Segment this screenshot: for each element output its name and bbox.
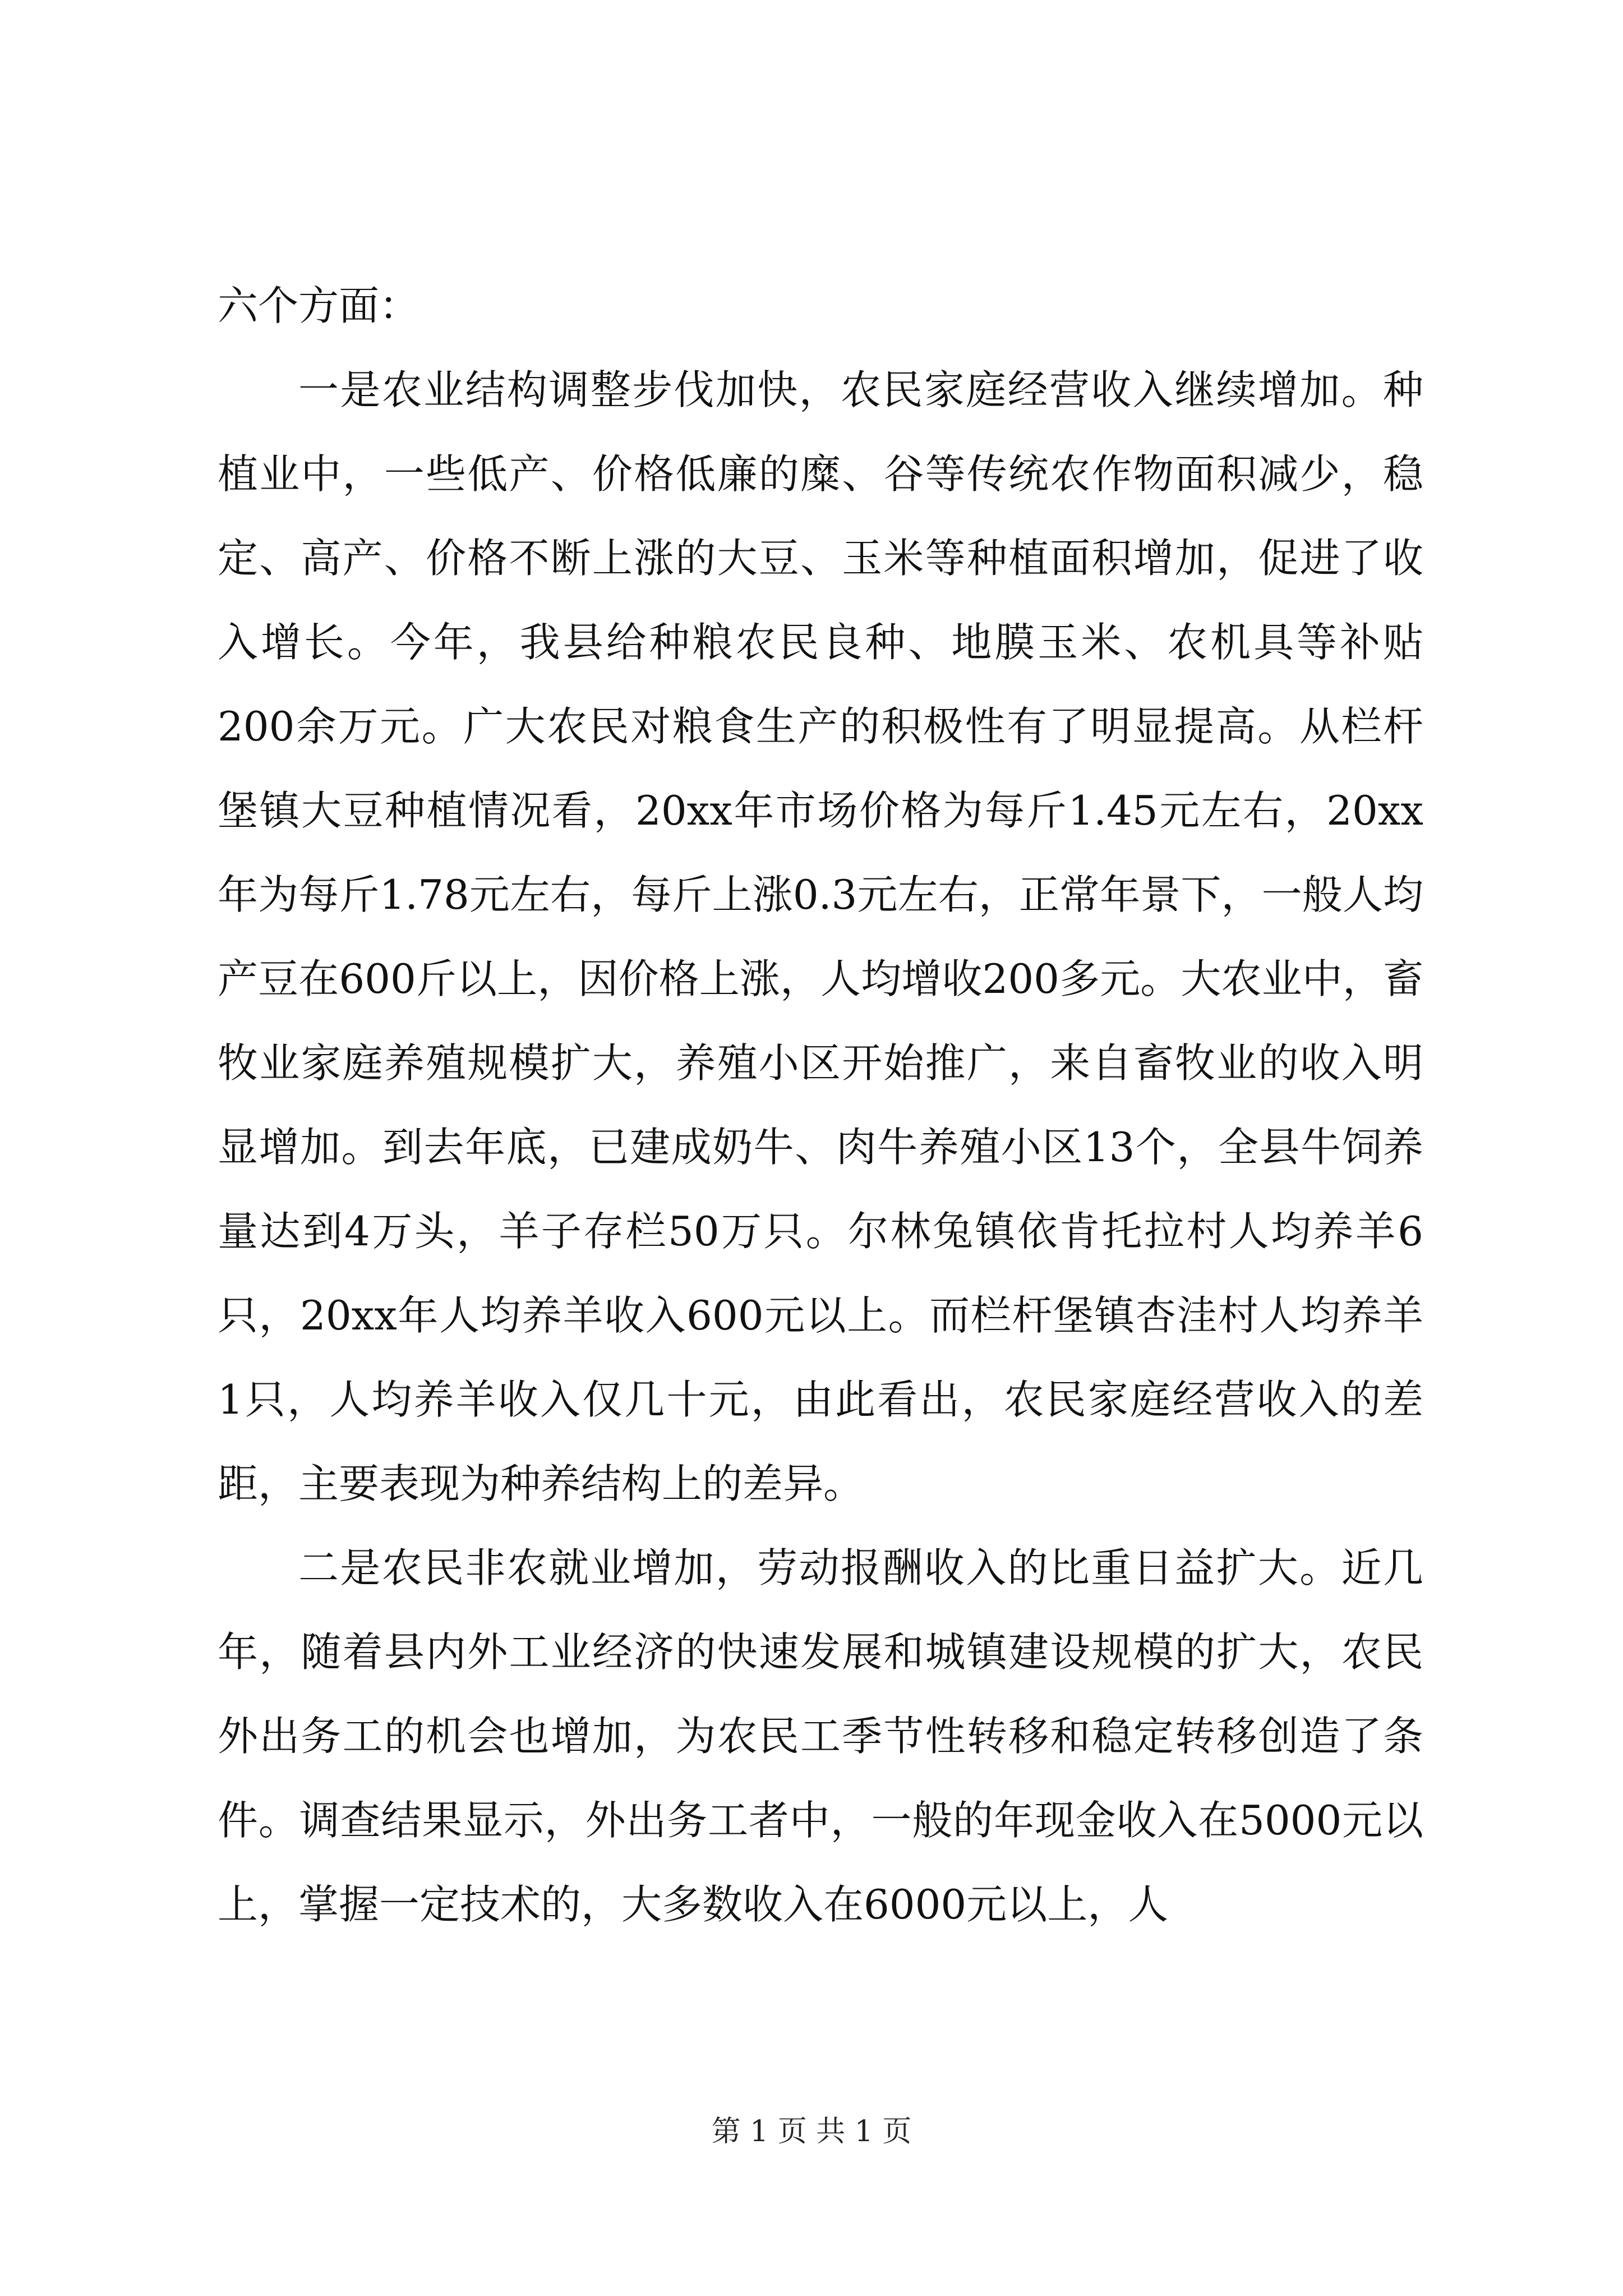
lead-line: 六个方面： (218, 282, 420, 329)
document-body (218, 264, 1423, 1947)
paragraph-1: 一是农业结构调整步伐加快，农民家庭经营收入继续增加。种植业中，一些低产、价格低廉的糜、谷等传统农作物面积减少，稳定、高产、价格不断上涨的大豆、玉米等种植面积增加，促进了收入增长。今年，我县给种粮农民良种、地膜玉米、农机具等补贴200余万元。广大农民对粮食生产的积极性有了明显提高。从栏杆堡镇大豆种植情况看，20xx年市场价格为每斤1.45元左右，20xx年为每斤1.78元左右，每斤上涨0.3元左右，正常年景下，一般人均产豆在600斤以上，因价格上涨，人均增收200多元。大农业中，畜牧业家庭养殖规模扩大，养殖小区开始推广，来自畜牧业的收入明显增加。到去年底，已建成奶牛、肉牛养殖小区13个，全县牛饲养量达到4万头，羊子存栏50万只。尔林兔镇依肯托拉村人均养羊6只，20xx年人均养羊收入600元以上。而栏杆堡镇杏洼村人均养羊1只，人均养羊收入仅几十元，由此看出，农民家庭经营收入的差距，主要表现为种养结构上的差异。 (218, 366, 1423, 1507)
page-footer: 第 1 页 共 1 页 (711, 2115, 912, 2148)
paragraph-2: 二是农民非农就业增加，劳动报酬收入的比重日益扩大。近几年，随着县内外工业经济的快速发展和城镇建设规模的扩大，农民外出务工的机会也增加，为农民工季节性转移和稳定转移创造了条件。调查结果显示，外出务工者中，一般的年现金收入在5000元以上，掌握一定技术的，大多数收入在6000元以上，人 (218, 1544, 1423, 1928)
